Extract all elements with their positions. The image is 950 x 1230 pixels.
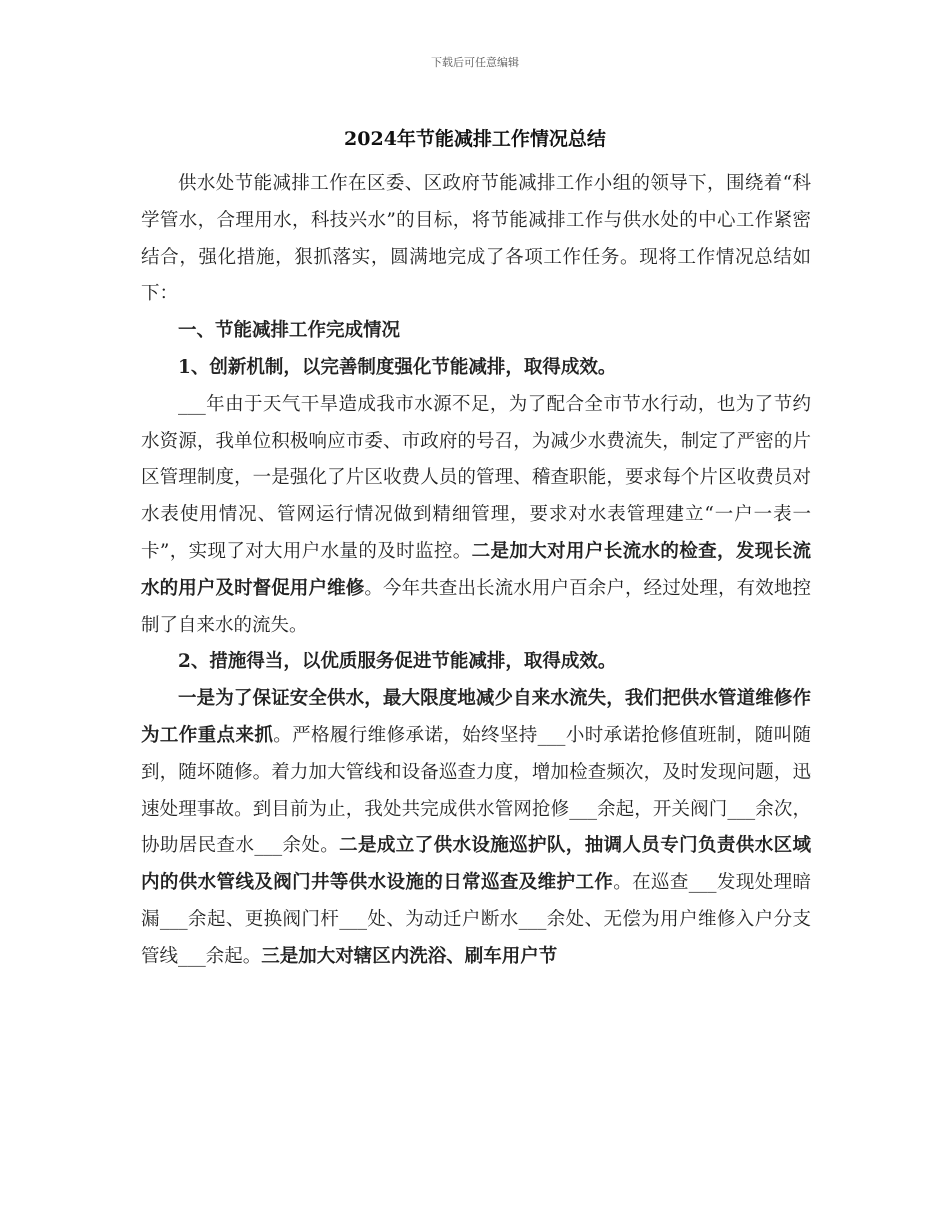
item1-heading: 1、创新机制，以完善制度强化节能减排，取得成效。 [178,356,617,378]
item2-bold2: 二是成立了供水设施巡护队，抽调人员专门负责供水区域内的供水管线及阀门井等供水设施的日常巡查及维护工作 [141,835,811,894]
item2-bold3: 三是加大对辖区内洗浴、刷车用户节 [261,945,558,967]
item2-paragraph [141,681,811,975]
item1-text1: ___年由于天气干旱造成我市水源不足，为了配合全市节水行动，也为了节约水资源，我单位积极响应市委、市政府的号召，为减少水费流失，制定了严密的片区管理制度，一是强化了片区收费人员的管理、稽查职能，要求每个片区收费员对水表使用情况、管网运行情况做到精细管理，要求对水表管理建立“一户一表一卡”，实现了对大用户水量的及时监控。 [141,393,811,562]
item1-bold1: 二是加大对用户长流水的检查，发现长流水的用户及时督促用户维修 [141,540,811,599]
document-title: 2024年节能减排工作情况总结 [344,128,606,150]
item2-bold1: 一是为了保证安全供水，最大限度地减少自来水流失，我们把供水管道维修作为工作重点来抓 [141,688,811,746]
item2-text1: 。严格履行维修承诺，始终坚持___小时承诺抢修值班制，随叫随到，随坏随修。着力加大管线和设备巡查力度，增加检查频次，及时发现问题，迅速处理事故。到目前为止，我处共完成供水管网抢修___余起，开关阀门___余次，协助居民查水___余处。 [141,724,811,857]
document-body [141,166,811,976]
header-note: 下载后可任意编辑 [431,56,519,69]
item1-paragraph [141,387,811,645]
item2-heading: 2、措施得当，以优质服务促进节能减排，取得成效。 [178,651,617,673]
section1-heading: 一、节能减排工作完成情况 [178,320,401,342]
intro-paragraph: 供水处节能减排工作在区委、区政府节能减排工作小组的领导下，围绕着“科学管水，合理用水，科技兴水”的目标，将节能减排工作与供水处的中心工作紧密结合，强化措施，狠抓落实，圆满地完成了各项工作任务。现将工作情况总结如下： [141,173,811,305]
item2-text2: 。在巡查___发现处理暗漏___余起、更换阀门杆___处、为动迁户断水___余处、无偿为用户维修入户分支管线___余起。 [141,872,811,967]
item1-text2: 。今年共查出长流水用户百余户，经过处理，有效地控制了自来水的流失。 [141,577,811,636]
